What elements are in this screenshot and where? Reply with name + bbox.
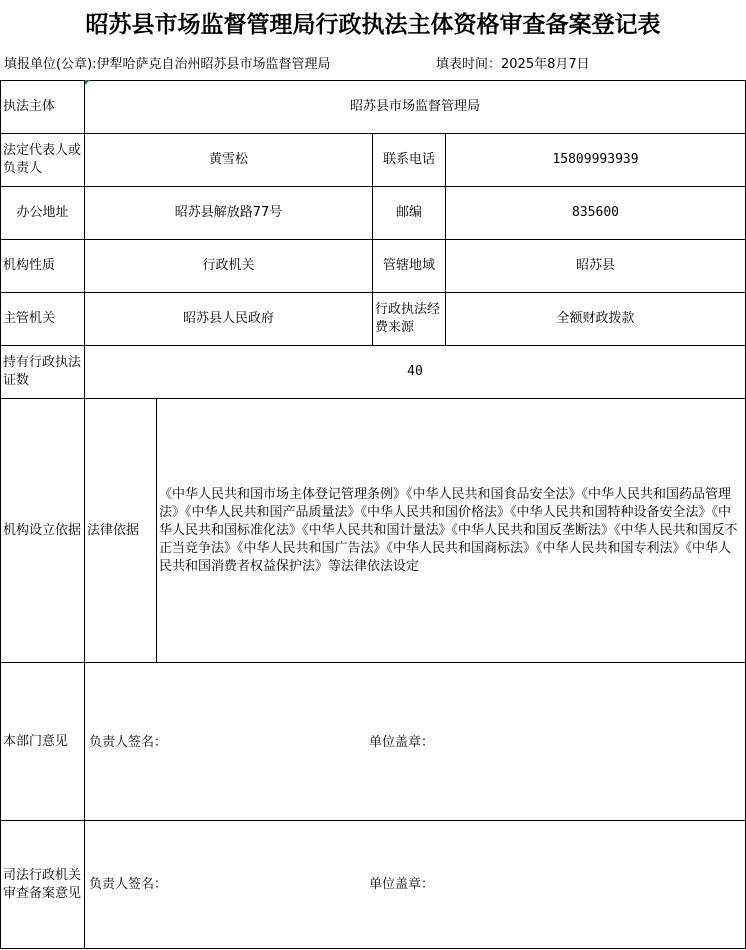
nature-value[interactable]: 行政机关 [85, 240, 373, 293]
judicial-sign-label: 负责人签名： [89, 877, 168, 892]
row-representative [1, 134, 746, 187]
judicial-label: 司法行政机关审查备案意见 [1, 821, 85, 949]
cert-value[interactable]: 40 [85, 346, 746, 399]
registration-table [0, 80, 746, 949]
row-authority [1, 293, 746, 346]
dept-seal-label: 单位盖章： [369, 735, 435, 750]
address-value[interactable]: 昭苏县解放路77号 [85, 187, 373, 240]
authority-value[interactable]: 昭苏县人民政府 [85, 293, 373, 346]
funding-value[interactable]: 全额财政拨款 [446, 293, 746, 346]
postcode-value[interactable]: 835600 [446, 187, 746, 240]
row-subject [1, 81, 746, 134]
row-certificates [1, 346, 746, 399]
cert-label: 持有行政执法证数 [1, 346, 85, 399]
basis-label: 机构设立依据 [1, 399, 85, 663]
row-basis [1, 399, 746, 663]
dept-label: 本部门意见 [1, 663, 85, 821]
judicial-seal-label: 单位盖章： [369, 877, 435, 892]
law-label: 法律依据 [85, 399, 157, 663]
rep-label: 法定代表人或负责人 [1, 134, 85, 187]
row-dept-opinion [1, 663, 746, 821]
phone-value[interactable]: 15809993939 [446, 134, 746, 187]
jurisdiction-value[interactable]: 昭苏县 [446, 240, 746, 293]
postcode-label: 邮编 [373, 187, 446, 240]
phone-label: 联系电话 [373, 134, 446, 187]
jurisdiction-label: 管辖地域 [373, 240, 446, 293]
address-label: 办公地址 [1, 187, 85, 240]
subject-value[interactable]: 昭苏县市场监督管理局 [85, 81, 746, 134]
judicial-opinion-cell[interactable] [85, 821, 746, 949]
row-nature [1, 240, 746, 293]
dept-sign-label: 负责人签名： [89, 735, 168, 750]
law-text[interactable]: 《中华人民共和国市场主体登记管理条例》《中华人民共和国食品安全法》《中华人民共和国药品管理法》《中华人民共和国产品质量法》《中华人民共和国价格法》《中华人民共和国特种设备安全法》《中华人民共和国标准化法》《中华人民共和国计量法》《中华人民共和国反垄断法》《中华人民共和国反不正当竞争法》《中华人民共和国广告法》《中华人民共和国商标法》《中华人民共和国专利法》《中华人民共和国消费者权益保护法》等法律依法设定 [157, 399, 746, 663]
dept-opinion-cell[interactable] [85, 663, 746, 821]
row-address [1, 187, 746, 240]
authority-label: 主管机关 [1, 293, 85, 346]
funding-label: 行政执法经费来源 [373, 293, 446, 346]
fill-time: 填表时间：2025年8月7日 [436, 57, 590, 72]
form-title: 昭苏县市场监督管理局行政执法主体资格审查备案登记表 [85, 10, 661, 38]
row-judicial-opinion [1, 821, 746, 949]
fill-info-row [0, 44, 746, 78]
subject-label: 执法主体 [1, 81, 85, 134]
fill-unit: 填报单位(公章):伊犁哈萨克自治州昭苏县市场监督管理局 [4, 57, 331, 72]
nature-label: 机构性质 [1, 240, 85, 293]
cell-comment-marker [85, 80, 90, 85]
rep-value[interactable]: 黄雪松 [85, 134, 373, 187]
